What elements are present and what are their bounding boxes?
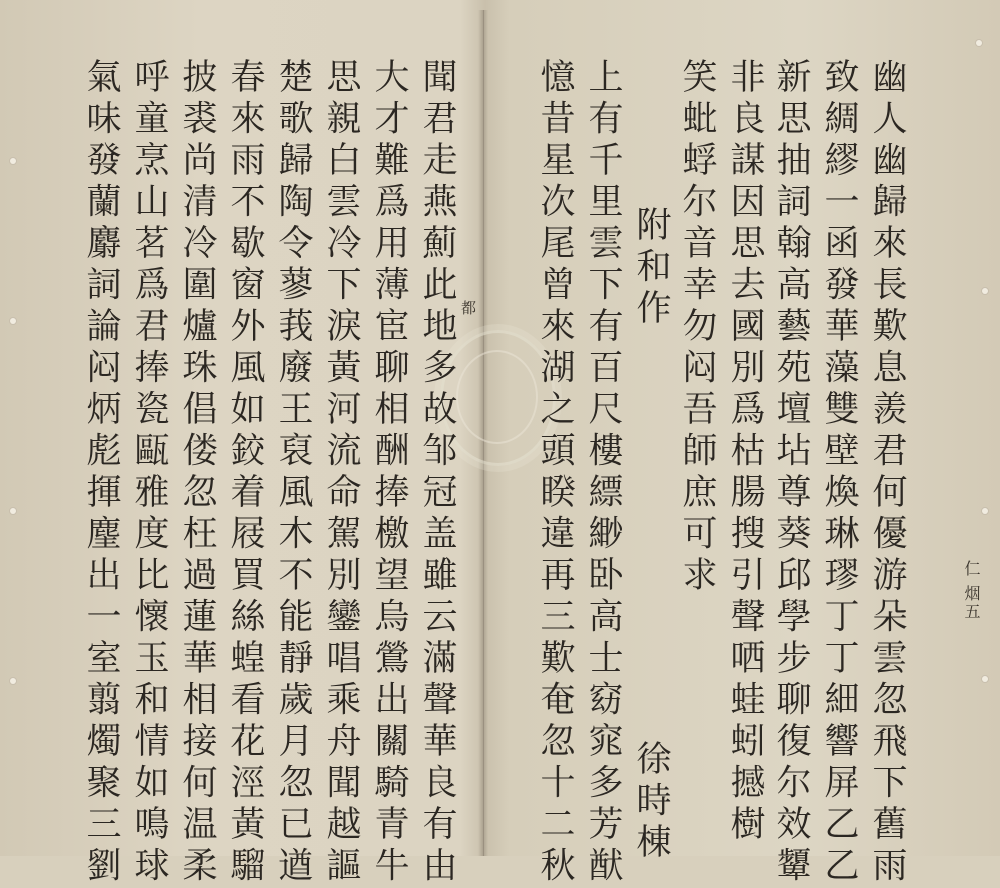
binding-hole bbox=[982, 676, 988, 682]
section-heading: 附和作 bbox=[631, 206, 671, 331]
text-column-right-2: 致綢繆一函發華藻雙壁煥琳璆丁丁細響屏乙乙 bbox=[819, 58, 859, 888]
text-column-left-7: 呼童烹山茗爲君捧瓷甌雅度比懷玉和情如鳴球 bbox=[129, 58, 169, 888]
binding-hole bbox=[10, 508, 16, 514]
text-column-left-1: 聞君走燕薊此地多故邹冠盖雖云滿聲華良有由 bbox=[417, 58, 457, 888]
text-column-right-5: 笑蚍蜉尔音幸勿闷吾師庶可求 bbox=[677, 58, 717, 598]
binding-hole bbox=[10, 318, 16, 324]
folio-label: 仁 烟五 bbox=[962, 560, 981, 622]
text-column-right-7: 上有千里雲下有百尺樓縹緲卧高士窈窕多芳猷 bbox=[583, 58, 623, 888]
text-column-left-5: 春來雨不歇窗外風如鉸着屐買絲蝗看花涇黃騮 bbox=[225, 58, 265, 888]
seal-stamp-inner bbox=[456, 350, 538, 444]
binding-hole bbox=[976, 40, 982, 46]
text-column-right-1: 幽人幽歸來長歎息羨君何優游朵雲忽飛下舊雨 bbox=[867, 58, 907, 888]
binding-hole bbox=[982, 288, 988, 294]
text-column-right-8: 憶昔星次尾曾來湖之頭睽違再三歎奄忽十二秋 bbox=[535, 58, 575, 888]
text-column-right-4: 非良謀因思去國別爲枯腸搜引聲哂蛙蚓撼樹 bbox=[725, 58, 765, 847]
text-column-left-6: 披裘尚清冷圍爐珠倡偻忽枉過蓮華相接何温柔 bbox=[177, 58, 217, 888]
binding-hole bbox=[10, 678, 16, 684]
text-column-left-8: 氣味發蘭麝詞論闷炳彪揮麈出一室翦燭聚三劉 bbox=[81, 58, 121, 888]
text-column-right-3: 新思抽詞翰高藝苑壇坫尊葵邱學步聊復尔效顰 bbox=[771, 58, 811, 888]
binding-hole bbox=[982, 508, 988, 514]
author-name: 徐時棟 bbox=[631, 740, 671, 865]
text-column-left-2: 大才難爲用薄宦聊相酬捧檄望烏鶯出關騎青牛 bbox=[369, 58, 409, 888]
text-column-left-4: 楚歌歸陶令蓼莪廢王裒風木不能靜歲月忽已遒 bbox=[273, 58, 313, 888]
margin-correction: 都 bbox=[459, 300, 477, 317]
text-column-left-3: 思親白雲冷下淚黃河流命駕別鑾唱乘舟聞越謳 bbox=[321, 58, 361, 888]
binding-hole bbox=[10, 158, 16, 164]
